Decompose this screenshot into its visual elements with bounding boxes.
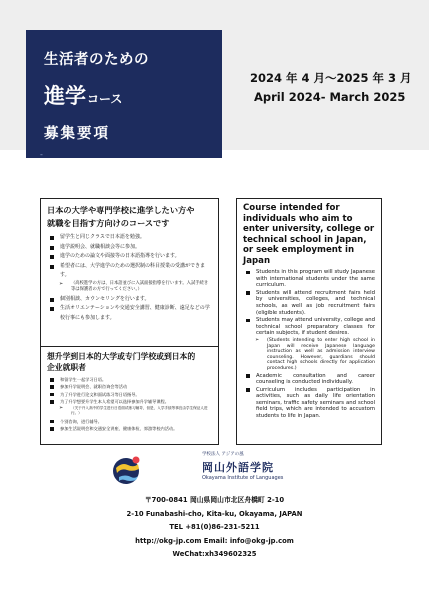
title-course-suffix: コース <box>87 92 123 106</box>
list-item <box>47 398 212 405</box>
cn-info-box <box>40 346 219 445</box>
bullet-square-icon <box>246 291 250 295</box>
arrow-bullet-icon: ➢ <box>59 280 64 287</box>
list-item-text: 为了升学进行论文和面试练习等日语指导。 <box>60 391 140 397</box>
list-item-text: 为了升学想要升学生本人希望可以选择参加升学辅导课程。 <box>60 399 169 405</box>
bullet-square-icon <box>50 265 54 269</box>
list-item <box>47 252 212 262</box>
bullet-square-icon <box>50 236 54 240</box>
list-subitem-text: （关于升入高中的学生进行日语面试练习辅导，但是，入学手续等事宜由学生保证人进行。） <box>71 405 208 415</box>
list-item-text: 参加生活说明会和交通安全讲座、健康体检、郊游等校内活动。 <box>60 426 178 432</box>
list-item-text: 参加升学说明会、就职咨询会等活动 <box>60 384 128 390</box>
period-en: April 2024- March 2025 <box>254 90 406 104</box>
bullet-square-icon <box>50 307 54 311</box>
wechat-id: WeChat:xh349602325 <box>172 550 257 558</box>
logo-name-jp: 岡山外語学院 <box>202 461 274 474</box>
list-item <box>47 418 212 425</box>
bullet-square-icon <box>50 393 54 397</box>
web-and-email: http://okg-jp.com Email: info@okg-jp.com <box>135 536 294 545</box>
list-item-text: Students may attend university, college and technical school preparatory classes for certain subjects, if student desires. <box>256 317 375 337</box>
list-item-text: Academic consultation and career counseling is conducted individually. <box>256 372 375 386</box>
bullet-square-icon <box>50 255 54 259</box>
bullet-square-icon <box>50 420 54 424</box>
jp-heading-line-2: 就職を目指す方向けのコースです <box>47 218 170 228</box>
logo-tagline: 学校法人 アジアの風 <box>202 452 244 457</box>
title-line-1: 生活者のための <box>44 52 149 68</box>
list-item <box>47 304 212 323</box>
en-heading: Course intended for individuals who aim to enter university, college or technical school in Japan, or seek employment in Japan <box>243 203 375 266</box>
list-subitem <box>243 338 375 372</box>
cn-heading-line-1: 想升学到日本的大学或专门学校或到日本的 <box>47 352 196 361</box>
title-line-2 <box>44 80 122 110</box>
title-line-3: 募集要項 <box>44 126 110 142</box>
en-item-list <box>243 269 375 420</box>
bullet-square-icon <box>50 400 54 404</box>
arrow-bullet-icon: ➢ <box>59 404 64 411</box>
arrow-bullet-icon: ➢ <box>255 336 260 343</box>
list-subitem-text: (Students intending to enter high school in Japan will receive Japanese language instruction as well as admission interview counseling. However, guardians should contact high schools directly for application procedures.) <box>267 337 375 371</box>
list-item-text: 留学生と同じクラスで日本語を勉強。 <box>60 234 145 240</box>
bullet-square-icon <box>50 427 54 431</box>
list-item <box>47 243 212 253</box>
globe-logo-icon <box>110 454 144 486</box>
jp-heading-line-1: 日本の大学や専門学校に進学したい方や <box>47 205 195 215</box>
list-item <box>47 383 212 390</box>
cn-item-list <box>47 376 212 432</box>
bullet-square-icon <box>246 388 250 392</box>
bullet-square-icon <box>246 319 250 323</box>
bullet-square-icon <box>246 271 250 275</box>
list-item-text: 和留学生一起学习日语。 <box>60 377 107 382</box>
list-item-text: 進学のための論文や面接等の日本語指導を行います。 <box>60 253 180 259</box>
list-item <box>47 425 212 432</box>
address-en: 2-10 Funabashi-cho, Kita-ku, Okayama, JAPAN <box>126 509 303 518</box>
title-course-main: 進学 <box>44 84 86 108</box>
list-item-text: 進学説明会、就職相談会等に参加。 <box>60 243 141 250</box>
list-item-text: 生活オリエンテーションや交通安全講習、健康診断、遠足などの学校行事にも参加します。 <box>60 305 210 321</box>
list-item <box>243 373 375 386</box>
bullet-square-icon <box>50 378 54 382</box>
list-item <box>243 269 375 289</box>
list-item-text: Students will attend recruitment fairs held by universities, colleges, and technical schools, as well as job recruitment fairs (eligible students). <box>256 289 375 316</box>
jp-info-box <box>40 198 219 347</box>
list-subitem-text: （高校進学の方は、日本語並びに入試面接指導を行います。入試手続き等は保護者の方で行ってください。） <box>71 280 209 292</box>
list-item <box>47 262 212 281</box>
bullet-square-icon <box>50 385 54 389</box>
bullet-square-icon <box>246 374 250 378</box>
en-info-box <box>236 198 382 445</box>
list-item <box>47 376 212 383</box>
list-item <box>243 290 375 316</box>
period-jp: 2024 年 4 月～2025 年 3 月 <box>250 71 412 85</box>
cn-heading-line-2: 企业就职者 <box>47 363 86 372</box>
jp-item-list <box>47 233 212 323</box>
logo-name-en: Okayama Institute of Languages <box>202 475 284 481</box>
list-item <box>243 387 375 420</box>
list-item-text: Curriculum includes participation in activities, such as daily life orientation seminars, traffic safety seminars and school field trips, which are intended to accustom students to life in Japan. <box>256 386 375 420</box>
list-item <box>243 317 375 337</box>
list-subitem <box>47 406 212 416</box>
bullet-square-icon <box>50 298 54 302</box>
list-item <box>47 233 212 243</box>
contact-block <box>0 494 429 562</box>
list-item-text: 希望者には、大学進学のための選択制の科目授業の受講ができます。 <box>60 262 206 278</box>
bullet-square-icon <box>50 246 54 250</box>
address-jp: 〒700-0841 岡山県岡山市北区舟橋町 2-10 <box>144 496 285 504</box>
school-logo <box>110 448 320 490</box>
title-dot: - <box>40 150 43 159</box>
list-item-text: 個別相談、カウンセリングを行います。 <box>60 295 150 302</box>
title-box <box>26 30 222 158</box>
list-subitem <box>47 281 212 293</box>
list-item-text: 个别咨询，进行辅导。 <box>60 418 102 424</box>
list-item-text: Students in this program will study Japanese with international students under the same curriculum. <box>256 269 375 289</box>
list-item <box>47 295 212 305</box>
phone-number: TEL +81(0)86-231-5211 <box>169 523 260 531</box>
list-item <box>47 391 212 398</box>
